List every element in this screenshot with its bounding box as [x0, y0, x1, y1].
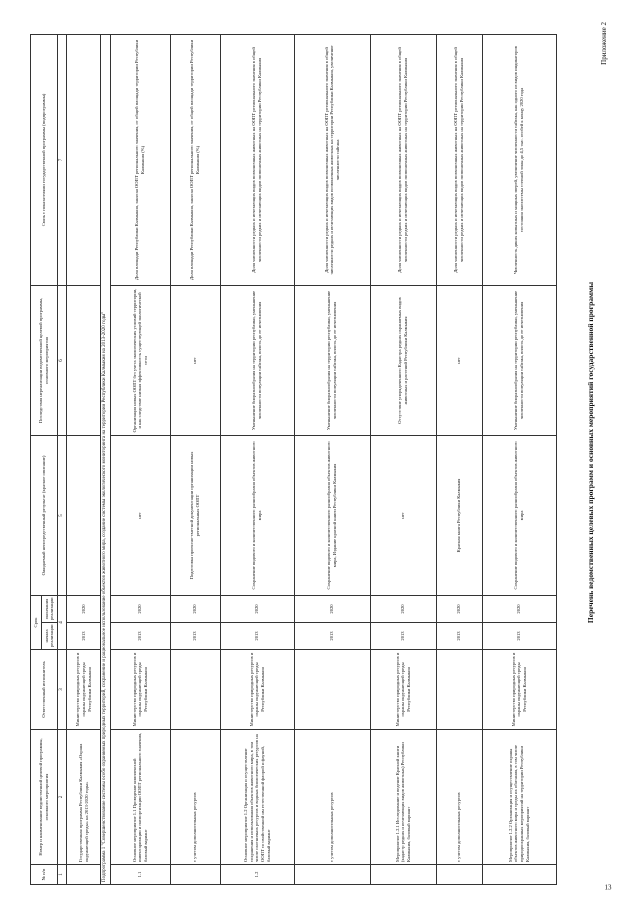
row-start: 2013	[294, 623, 370, 650]
document-title: Перечень ведомственных целевых программ и основных мероприятий государственной программы	[586, 281, 595, 624]
row-name: Мероприятие 1.2.1 Исследование и ведение Красной книги (кадастр редких и исчезающих видов животных) Республики Калмыкия, базовый вариант	[370, 730, 436, 865]
header-row	[31, 34, 42, 884]
col-header-end: окончания реализации	[41, 595, 57, 622]
row-end: 2020	[436, 595, 482, 622]
row-name: Основное мероприятие 1.1 Проведение комплексной инвентаризации и паспортизации ООПТ регионального значения, базовый вариант	[110, 730, 170, 865]
program-start: 2013	[67, 623, 101, 650]
row-consequence: Уменьшение биоразнообразия на территории республики, уменьшение численности популяции сайгака, вплоть до ее исчезновения	[220, 285, 294, 435]
row-consequence: нет	[170, 285, 220, 435]
row-end: 2020	[220, 595, 294, 622]
row-consequence: нет	[436, 285, 482, 435]
row-consequence: Уменьшение биоразнообразия на территории республики, уменьшение численности популяции сайгака, вплоть до ее исчезновения	[294, 285, 370, 435]
table-row	[220, 34, 294, 884]
row-number: 1.1	[110, 865, 170, 885]
row-name: Мероприятие 1.2.2 Организация и осуществление охраны объектов животного мира и среды их обитания, в том числе природоохранных мероприятий на территории Республики Калмыкия, базовый вариант	[482, 730, 556, 865]
row-result: нет	[370, 435, 436, 595]
program-executor: Министерство природных ресурсов и охраны окружающей среды Республики Калмыкия	[67, 650, 101, 730]
row-result: Красная книга Республики Калмыкия	[436, 435, 482, 595]
col-header-term: Срок	[31, 595, 42, 649]
row-end: 2020	[110, 595, 170, 622]
column-number-row	[58, 34, 67, 884]
row-name: с учетом дополнительных ресурсов	[294, 730, 370, 865]
page-number: 13	[604, 883, 612, 892]
row-name: с учетом дополнительных ресурсов	[436, 730, 482, 865]
table-body	[31, 34, 557, 884]
row-number	[294, 865, 370, 885]
program-name: Государственная программа Республики Калмыкия «Охрана окружающей среды» на 2013-2020 годы»	[67, 730, 101, 865]
row-executor	[436, 650, 482, 730]
table-row	[294, 34, 370, 884]
table-row	[110, 34, 170, 884]
row-executor	[170, 650, 220, 730]
column-number: 7	[58, 34, 67, 285]
row-link: Доля численности редких и исчезающих видов позвоночных животных на ООПТ регионального значения в общей численности редких и исчезающих видов позвоночных животных на территории Республики Калмыкия	[370, 34, 436, 285]
row-link: Доля площади Республики Калмыкия, занятая ООПТ регионального значения, от общей площади территории Республики Калмыкия (%)	[170, 34, 220, 285]
row-number	[436, 865, 482, 885]
col-header-executor: Ответственный исполнитель	[31, 650, 58, 730]
row-executor: Министерство природных ресурсов и охраны окружающей среды Республики Калмыкия	[110, 650, 170, 730]
program-table	[30, 34, 557, 885]
row-start: 2013	[110, 623, 170, 650]
row-link: Доля численности редких и исчезающих видов позвоночных животных на ООПТ регионального значения в общей численности редких и исчезающих видов позвоночных животных на территории Республики Калмыкия	[220, 34, 294, 285]
column-number: 3	[58, 650, 67, 730]
row-executor	[294, 650, 370, 730]
row-result: нет	[110, 435, 170, 595]
row-link: Доля численности редких и исчезающих видов позвоночных животных на ООПТ регионального значения в общей численности редких и исчезающих видов позвоночных животных на территории Республики Калмыкия	[436, 34, 482, 285]
table-row	[436, 34, 482, 884]
row-result: Сохранение видового и количественного разнообразия объектов животного мира	[482, 435, 556, 595]
col-header-link: Связь с показателями государственной программы (подпрограммы)	[31, 34, 58, 285]
col-header-start: начала реализации	[41, 623, 57, 650]
row-number	[370, 865, 436, 885]
row-number	[170, 865, 220, 885]
row-name: с учетом дополнительных ресурсов	[170, 730, 220, 865]
row-end: 2020	[482, 595, 556, 622]
section-title: Подпрограмма 1 "Совершенствование системы особо охраняемых природных территорий, сохранение и рациональное использование объектов животного мира, создание системы экологического мониторинга на территории Республики Калмыкия на 2013-2020 годы"	[101, 34, 110, 884]
column-number: 4	[58, 595, 67, 649]
row-consequence: Организация новых ООПТ без учета экологических условий территории, и как следствие низкая эффективность существующей экологической сети	[110, 285, 170, 435]
column-number: 6	[58, 285, 67, 435]
table-row	[170, 34, 220, 884]
row-consequence: Отсутствие упорядоченного Кадастра редких охраняемых видов животных и растений Республики Калмыкия	[370, 285, 436, 435]
col-header-result: Ожидаемый непосредственный результат (краткое описание)	[31, 435, 58, 595]
col-header-name: Номер и наименование ведомственной целевой программы, основного мероприятия	[31, 730, 58, 865]
row-link: Численность диких копытных и хищных зверей, увеличение численности сайгака, как одного из видов индикаторов состояния экосистемы степной зоны до 4,5 тыс. особей к концу 2020 года	[482, 34, 556, 285]
row-start: 2013	[220, 623, 294, 650]
col-header-consequence: Последствия нереализации ведомственной целевой программы, основного мероприятия	[31, 285, 58, 435]
row-name: Основное мероприятие 1.2 Организация и осуществление сохранения и использования объектов животного мира, в том числе охотничьих ресурсов и водных биологических ресурсов на ООПТ со свойственной им естественной флорой и фауной, базовый вариант	[220, 730, 294, 865]
row-end: 2020	[294, 595, 370, 622]
col-header-num: № п/п	[31, 865, 58, 885]
row-result: Подготовка проектно-сметной документации организации новых региональных ООПТ	[170, 435, 220, 595]
table-row	[482, 34, 556, 884]
row-consequence: Уменьшение биоразнообразия на территории республики, уменьшение численности популяции сайгака, вплоть до ее исчезновения	[482, 285, 556, 435]
row-end: 2020	[170, 595, 220, 622]
row-start: 2013	[436, 623, 482, 650]
table-row	[370, 34, 436, 884]
row-number	[482, 865, 556, 885]
section-row	[101, 34, 110, 884]
row-number: 1.2	[220, 865, 294, 885]
program-row	[67, 34, 101, 884]
row-start: 2013	[482, 623, 556, 650]
row-link: Доля численности редких и исчезающих видов позвоночных животных на ООПТ регионального значения в общей численности редких и исчезающих видов позвоночных животных на территории Республики Калмыкия, увеличение численности сайгака	[294, 34, 370, 285]
column-number: 5	[58, 435, 67, 595]
row-executor: Министерство природных ресурсов и охраны окружающей среды Республики Калмыкия	[482, 650, 556, 730]
row-executor: Министерство природных ресурсов и охраны окружающей среды Республики Калмыкия	[220, 650, 294, 730]
row-result: Сохранение видового и количественного разнообразия объектов животного мира	[220, 435, 294, 595]
row-start: 2013	[170, 623, 220, 650]
appendix-label: Приложение 2	[600, 22, 608, 65]
row-end: 2020	[370, 595, 436, 622]
program-end: 2020	[67, 595, 101, 622]
row-executor: Министерство природных ресурсов и охраны окружающей среды Республики Калмыкия	[370, 650, 436, 730]
column-number: 1	[58, 865, 67, 885]
row-link: Доля площади Республики Калмыкия, занятая ООПТ регионального значения, от общей площади территории Республики Калмыкия (%)	[110, 34, 170, 285]
column-number: 2	[58, 730, 67, 865]
row-result: Сохранение видового и количественного разнообразия объектов животного мира, Издание красной книги Республики Калмыкия	[294, 435, 370, 595]
row-start: 2013	[370, 623, 436, 650]
